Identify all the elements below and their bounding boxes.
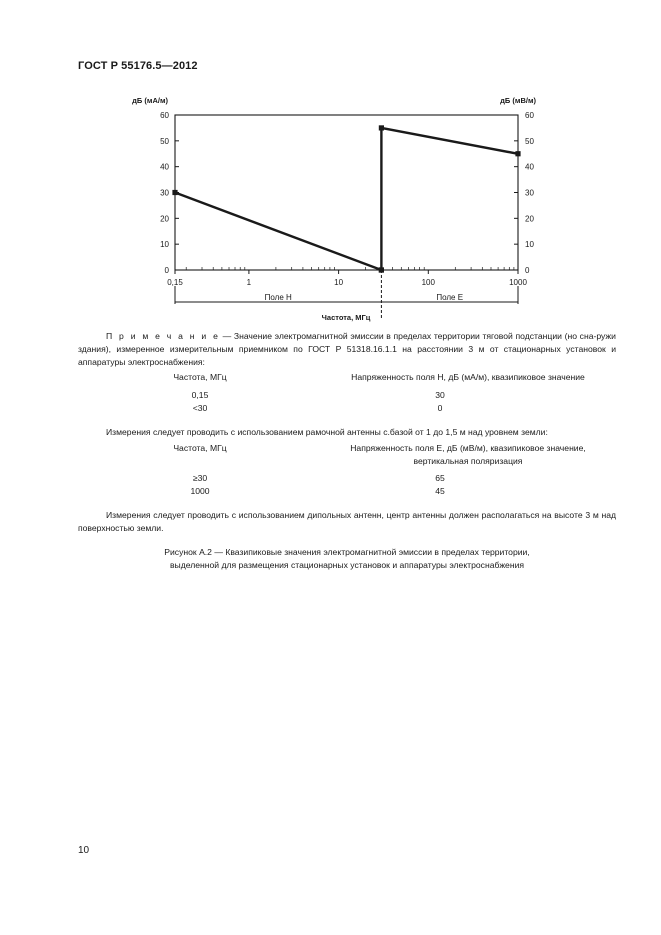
table2-row-freq: 1000: [190, 486, 210, 496]
x-tick-label: 1: [246, 278, 252, 287]
note-label: П р и м е ч а н и е: [106, 331, 220, 341]
y-tick-label-left: 10: [160, 240, 169, 250]
left-axis-label: дБ (мА/м): [132, 96, 168, 105]
x-tick-label: 0,15: [167, 278, 183, 287]
table1-row-freq: <30: [192, 403, 208, 413]
plot-frame: [175, 115, 518, 270]
y-tick-label-left: 60: [160, 111, 169, 120]
y-tick-label-left: 0: [164, 266, 169, 275]
x-tick-label: 1000: [509, 278, 527, 287]
table1-col2-header: Напряженность поля H, дБ (мА/м), квазипиковое значение: [351, 372, 585, 382]
emission-chart: [0, 0, 661, 330]
table-e-field: [0, 443, 661, 503]
table2-row-freq: ≥30: [192, 473, 208, 483]
table1-col1-header: Частота, МГц: [173, 372, 227, 382]
caption-line2: выделенной для размещения стационарных установок и аппаратуры электроснабжения: [169, 560, 525, 570]
note-paragraph: [78, 330, 616, 369]
caption-line1: Рисунок А.2 — Квазипиковые значения электромагнитной эмиссии в пределах территории,: [164, 547, 530, 557]
y-tick-label-right: 20: [525, 214, 534, 224]
x-axis-label: Частота, МГц: [321, 313, 371, 322]
table1-row-value: 30: [435, 390, 445, 400]
dipole-antenna-paragraph: [78, 509, 616, 535]
x-tick-label: 10: [334, 278, 344, 287]
table2-row-value: 65: [435, 473, 445, 483]
table1-row-value: 0: [437, 403, 443, 413]
y-tick-label-right: 10: [525, 240, 534, 250]
y-tick-label-left: 30: [160, 188, 169, 198]
data-point: [379, 125, 384, 130]
y-tick-label-left: 50: [160, 136, 169, 146]
data-point: [172, 190, 177, 195]
table2-col2-header-line2: вертикальная поляризация: [413, 456, 523, 466]
table2-row-value: 45: [435, 486, 445, 496]
page-number: 10: [78, 845, 90, 856]
rod-antenna-paragraph: [78, 426, 616, 439]
para1-text: Измерения следует проводить с использованием рамочной антенны с.базой от 1 до 1,5 м над уровнем земли:: [106, 427, 548, 437]
y-tick-label-right: 50: [525, 136, 534, 146]
table-h-field: [0, 372, 661, 417]
y-tick-label-right: 40: [525, 162, 534, 172]
right-axis-label: дБ (мВ/м): [500, 96, 536, 105]
y-tick-label-right: 30: [525, 188, 534, 198]
note-text: — Значение электромагнитной эмиссии в пределах территории тяговой подстанции (но сна-ружи здания), измеренное измерительным приемником по ГОСТ Р 51318.16.1.1 на расстоянии 3 м от стационарных установок и аппаратуры электроснабжения:: [78, 331, 616, 367]
x-tick-label: 100: [421, 278, 435, 287]
figure-caption: [78, 546, 616, 572]
table1-row-freq: 0,15: [191, 390, 209, 400]
field-e-label: Поле E: [436, 293, 464, 302]
y-tick-label-left: 20: [160, 214, 169, 224]
para2-text: Измерения следует проводить с использованием дипольных антенн, центр антенны должен располагаться на высоте 3 м над поверхностью земли.: [78, 510, 616, 533]
document-header: ГОСТ Р 55176.5—2012: [78, 60, 198, 72]
data-point: [515, 151, 520, 156]
series-line-h: [175, 193, 381, 271]
table2-col2-header-line1: Напряженность поля E, дБ (мВ/м), квазипиковое значение,: [350, 443, 586, 453]
y-tick-label-left: 40: [160, 162, 169, 172]
y-tick-label-right: 0: [525, 266, 530, 275]
data-point: [379, 267, 384, 272]
y-tick-label-right: 60: [525, 111, 534, 120]
field-h-label: Поле H: [264, 293, 292, 302]
series-line-e: [381, 128, 518, 270]
table2-col1-header: Частота, МГц: [173, 443, 227, 453]
